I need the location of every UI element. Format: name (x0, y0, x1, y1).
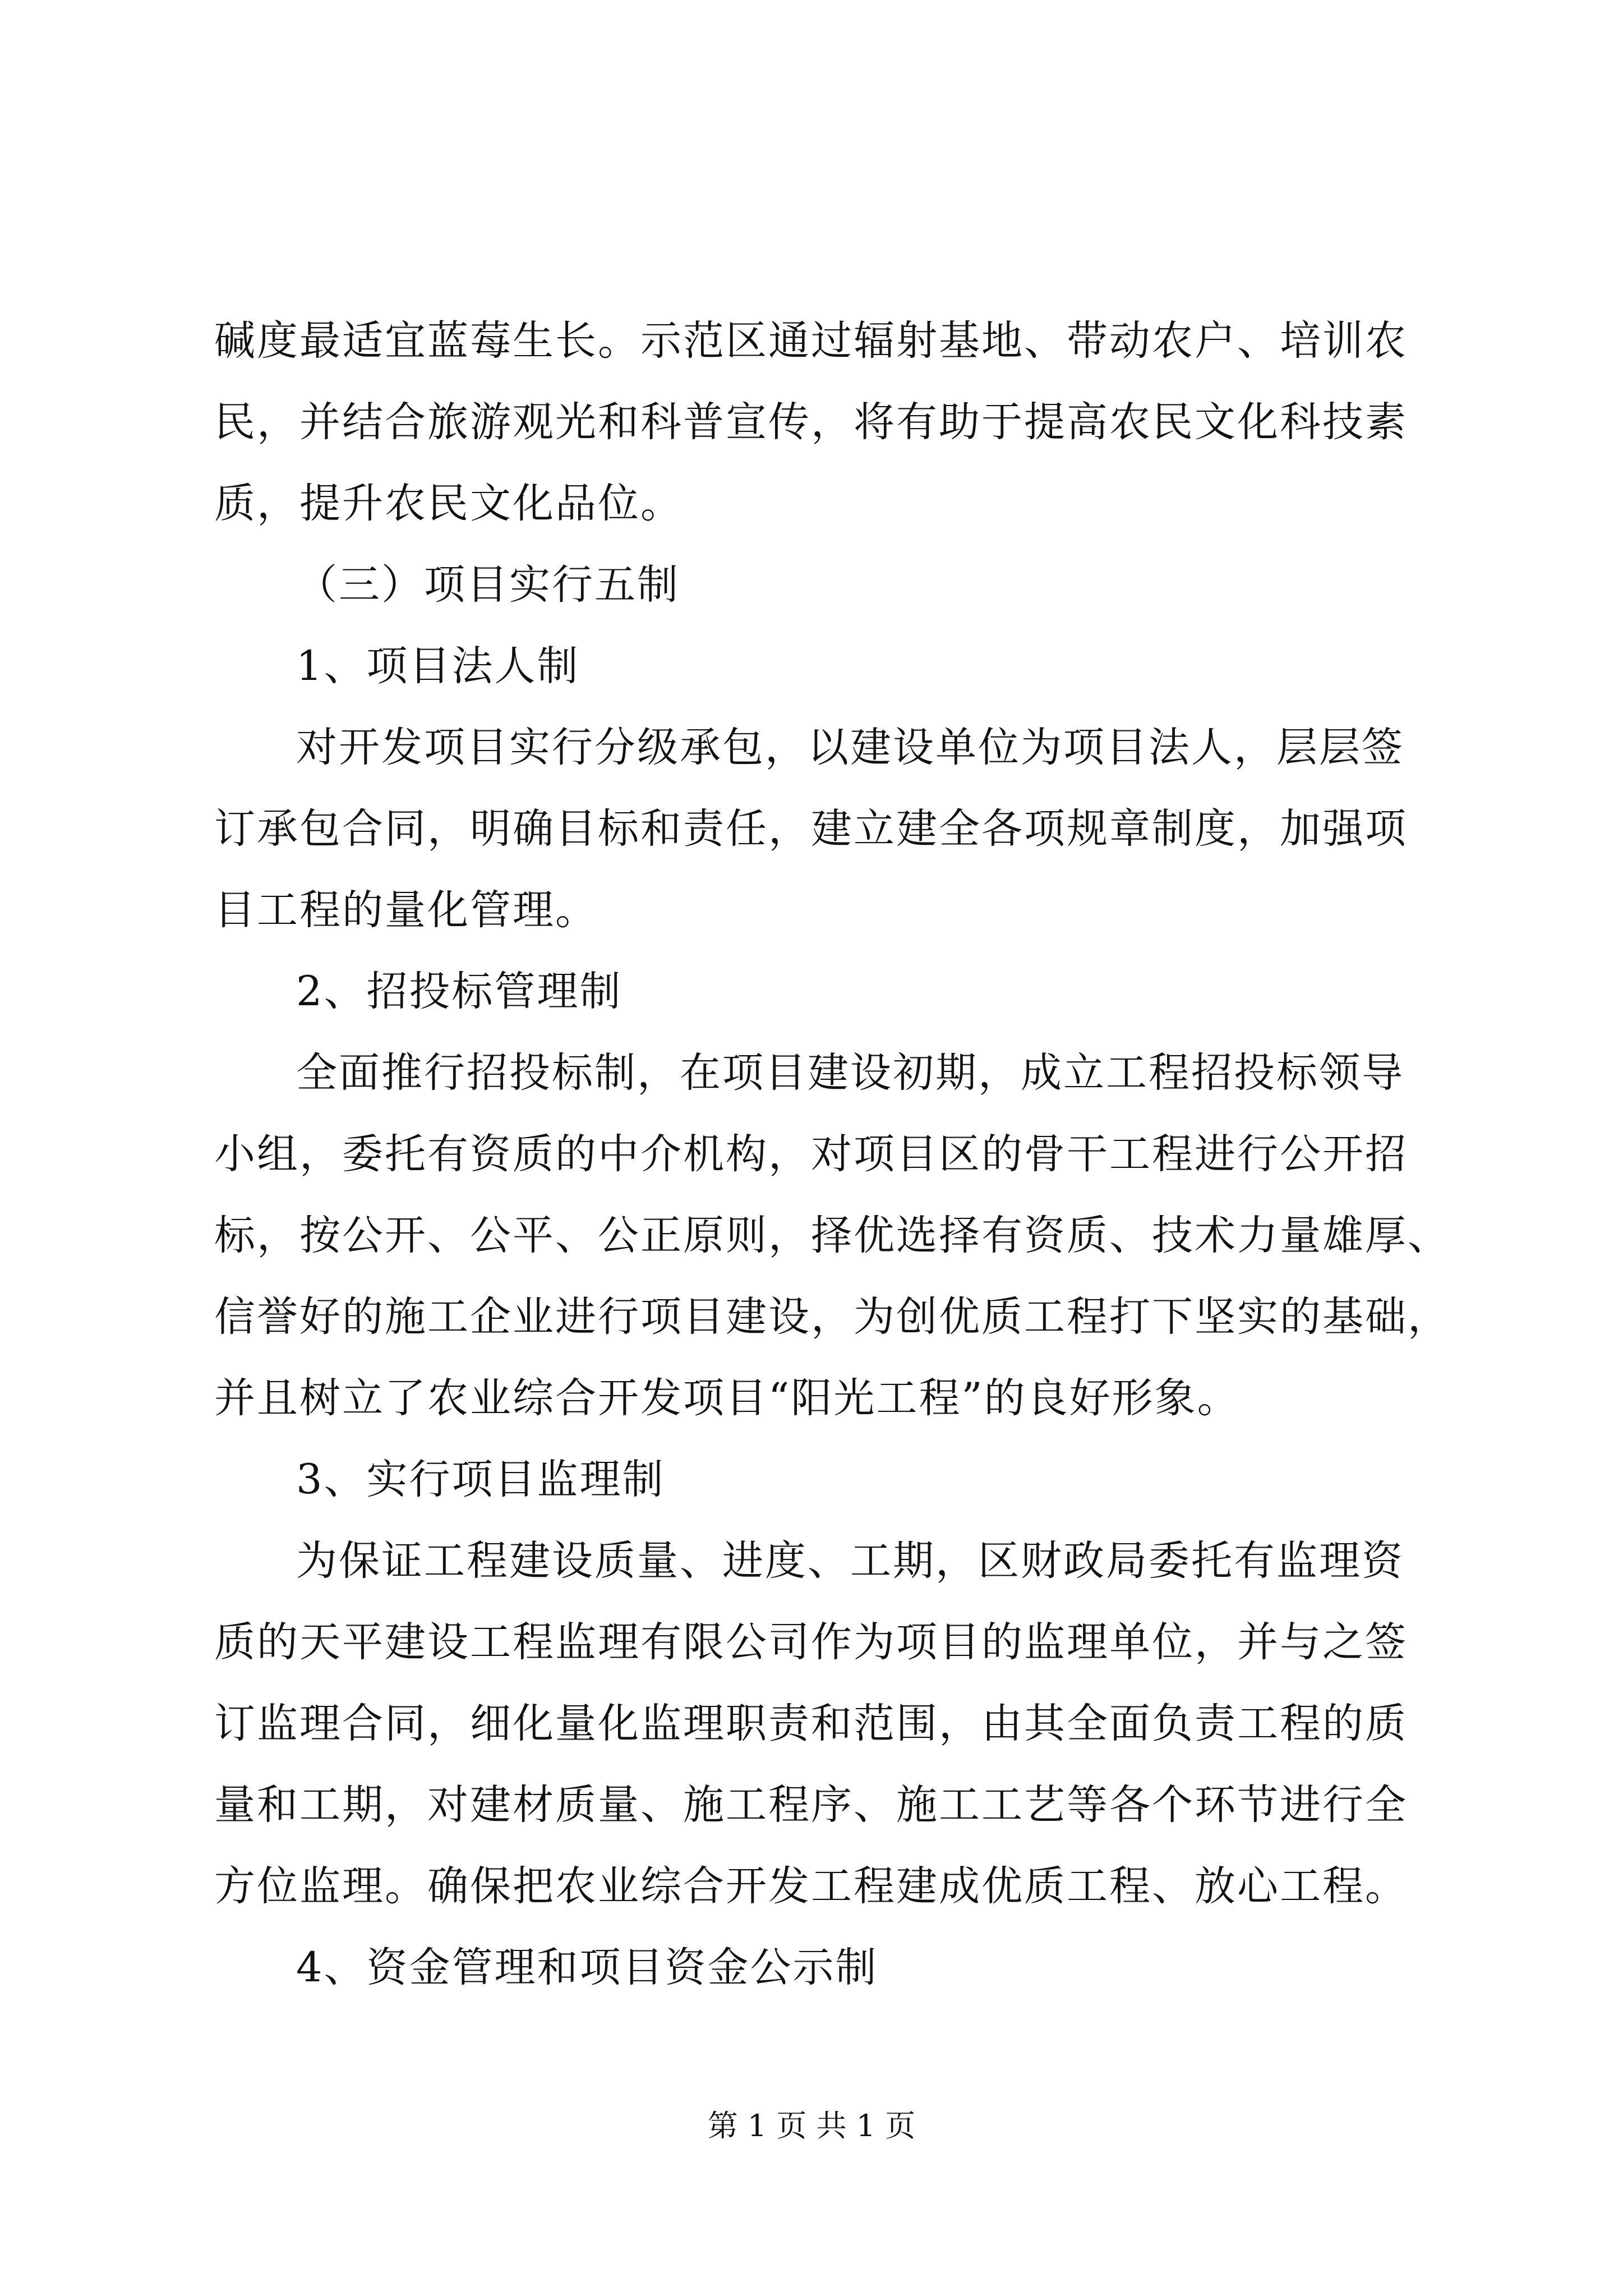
text-line: 民，并结合旅游观光和科普宣传，将有助于提高农民文化科技素 (214, 398, 1408, 446)
text-line: 订监理合同，细化量化监理职责和范围，由其全面负责工程的质 (214, 1700, 1408, 1747)
text-line: 全面推行招投标制，在项目建设初期，成立工程招投标领导 (296, 1049, 1404, 1097)
text-line: 碱度最适宜蓝莓生长。示范区通过辐射基地、带动农户、培训农 (214, 317, 1408, 365)
subsection-heading: 2、招投标管理制 (296, 968, 623, 1015)
text-line: 对开发项目实行分级承包，以建设单位为项目法人，层层签 (296, 724, 1404, 771)
document-body (214, 300, 1450, 2008)
text-line: 质的天平建设工程监理有限公司作为项目的监理单位，并与之签 (214, 1618, 1408, 1666)
section-heading: （三）项目实行五制 (296, 561, 680, 609)
subsection-heading: 4、资金管理和项目资金公示制 (296, 1944, 878, 1991)
subsection-heading: 1、项目法人制 (296, 642, 580, 690)
page-footer: 第 1 页 共 1 页 (707, 2108, 916, 2143)
text-line: 订承包合同，明确目标和责任，建立建全各项规章制度，加强项 (214, 805, 1408, 853)
text-line: 标，按公开、公平、公正原则，择优选择有资质、技术力量雄厚、 (214, 1212, 1450, 1259)
text-line: 目工程的量化管理。 (214, 886, 598, 934)
subsection-heading: 3、实行项目监理制 (296, 1456, 665, 1503)
text-line: 质，提升农民文化品位。 (214, 480, 683, 527)
text-line: 为保证工程建设质量、进度、工期，区财政局委托有监理资 (296, 1537, 1404, 1585)
text-line: 并且树立了农业综合开发项目“阳光工程”的良好形象。 (214, 1374, 1240, 1422)
text-line: 小组，委托有资质的中介机构，对项目区的骨干工程进行公开招 (214, 1130, 1408, 1178)
text-line: 量和工期，对建材质量、施工程序、施工工艺等各个环节进行全 (214, 1781, 1408, 1829)
text-line: 信誉好的施工企业进行项目建设，为创优质工程打下坚实的基础， (214, 1293, 1450, 1341)
text-line: 方位监理。确保把农业综合开发工程建成优质工程、放心工程。 (214, 1862, 1408, 1910)
